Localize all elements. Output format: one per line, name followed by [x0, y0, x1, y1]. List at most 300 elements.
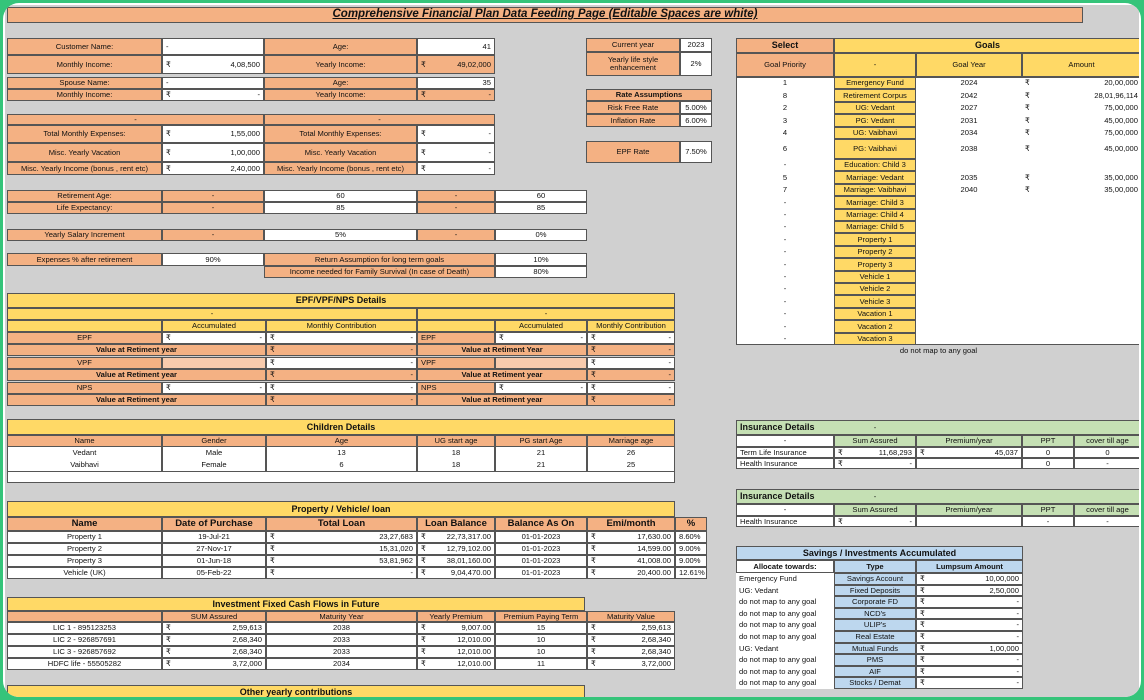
policy-maturity-value[interactable]: 2,59,613	[601, 622, 675, 634]
goal-priority-input[interactable]: -	[736, 271, 834, 283]
property-rate[interactable]: 12.61%	[675, 567, 707, 579]
goal-priority-input[interactable]: -	[736, 246, 834, 258]
epf-accumulated-cell-2	[495, 357, 587, 369]
property-total-loan[interactable]: 15,31,020	[280, 543, 417, 555]
salary-increment-input-2[interactable]: 0%	[495, 229, 587, 241]
policy-name[interactable]: LIC 1 - 895123253	[7, 622, 162, 634]
rupee-symbol: ₹	[495, 332, 509, 344]
goal-year-input[interactable]	[916, 246, 1022, 258]
policy-maturity-year[interactable]: 2033	[266, 646, 417, 658]
monthly-income-input[interactable]: 4,08,500	[178, 55, 264, 74]
savings-lumpsum-input[interactable]: -	[930, 631, 1023, 643]
property-total-loan[interactable]: 23,27,683	[280, 531, 417, 543]
goal-amount-input[interactable]: 35,00,000	[1036, 171, 1139, 183]
goal-priority-input[interactable]: -	[736, 233, 834, 245]
savings-lumpsum-input[interactable]: 2,50,000	[930, 585, 1023, 597]
lifestyle-enhancement-input[interactable]: 2%	[680, 52, 712, 76]
goal-amount-input[interactable]: 28,01,96,114	[1036, 89, 1139, 101]
savings-allocate-select[interactable]: do not map to any goal	[736, 619, 834, 631]
epf-accumulated-input-2[interactable]: -	[509, 382, 587, 394]
property-loan-balance[interactable]: 22,73,317.00	[431, 531, 495, 543]
page-title: Comprehensive Financial Plan Data Feeding Page (Editable Spaces are white)	[7, 7, 1083, 23]
goal-amount-input[interactable]: 75,00,000	[1036, 127, 1139, 139]
rupee-symbol: ₹	[587, 658, 601, 670]
property-emi[interactable]: 41,008.00	[601, 555, 675, 567]
property-emi[interactable]: 20,400.00	[601, 567, 675, 579]
children-blank-row[interactable]	[7, 471, 675, 483]
goal-amount-input[interactable]: 45,00,000	[1036, 114, 1139, 126]
goal-priority-input[interactable]: -	[736, 333, 834, 345]
property-name[interactable]: Vehicle (UK)	[7, 567, 162, 579]
epf-col-blank	[7, 320, 162, 332]
goal-name: Marriage: Vedant	[834, 171, 916, 183]
policy-paying-term[interactable]: 11	[495, 658, 587, 670]
expenses-header-1: -	[7, 114, 264, 125]
property-rate[interactable]: 9.00%	[675, 543, 707, 555]
property-loan-balance[interactable]: 12,79,102.00	[431, 543, 495, 555]
savings-type: Real Estate	[834, 631, 916, 643]
epf-monthly-input[interactable]: -	[280, 332, 417, 344]
goal-year-input[interactable]	[916, 196, 1022, 208]
policy-maturity-value[interactable]: 2,68,340	[601, 646, 675, 658]
goal-year-input[interactable]: 2027	[916, 102, 1022, 114]
policy-name[interactable]: LIC 2 - 926857691	[7, 634, 162, 646]
goal-priority-input[interactable]: 1	[736, 77, 834, 89]
savings-type: PMS	[834, 654, 916, 666]
policy-paying-term[interactable]: 15	[495, 622, 587, 634]
rupee-symbol: ₹	[417, 55, 433, 74]
rupee-symbol: ₹	[417, 89, 433, 101]
property-loan-balance[interactable]: 9,04,470.00	[431, 567, 495, 579]
goal-priority-input[interactable]: -	[736, 196, 834, 208]
current-year-input[interactable]: 2023	[680, 38, 712, 52]
risk-free-input[interactable]: 5.00%	[680, 101, 712, 114]
child-field-input[interactable]: 18	[417, 459, 495, 471]
goal-year-input[interactable]	[916, 283, 1022, 295]
misc-vacation-label-2: Misc. Yearly Vacation	[264, 143, 417, 162]
insurance-type: Health Insurance	[736, 458, 834, 469]
goal-amount-input[interactable]	[1022, 320, 1139, 332]
goal-amount-input[interactable]	[1022, 258, 1139, 270]
policy-maturity-value[interactable]: 3,72,000	[601, 658, 675, 670]
goal-year-input[interactable]	[916, 271, 1022, 283]
goal-amount-input[interactable]	[1022, 271, 1139, 283]
goal-amount-input[interactable]	[1022, 209, 1139, 221]
epf-monthly-input[interactable]: -	[280, 382, 417, 394]
policy-name[interactable]: LIC 3 - 926857692	[7, 646, 162, 658]
rupee-symbol: ₹	[1022, 102, 1036, 114]
savings-allocate-select[interactable]: do not map to any goal	[736, 666, 834, 678]
epf-value-at-retirement-label-2: Value at Retiment year	[417, 394, 587, 406]
policy-yearly-premium[interactable]: 9,007.00	[431, 622, 495, 634]
policy-yearly-premium[interactable]: 12,010.00	[431, 646, 495, 658]
property-date[interactable]: 19-Jul-21	[162, 531, 266, 543]
property-balance-as-on[interactable]: 01-01-2023	[495, 543, 587, 555]
cash-flows-column-header: SUM Assured	[162, 611, 266, 622]
spouse-yearly-income-label: Yearly Income:	[264, 89, 417, 101]
child-name-input[interactable]: Vedant	[7, 447, 162, 459]
savings-lumpsum-input[interactable]: -	[930, 619, 1023, 631]
property-loan-balance[interactable]: 38,01,160.00	[431, 555, 495, 567]
child-field-input[interactable]: 25	[587, 459, 675, 471]
savings-type: Fixed Deposits	[834, 585, 916, 597]
family-survival-label: Income needed for Family Survival (In case of Death)	[264, 266, 495, 278]
epf-col-blank	[417, 320, 495, 332]
age-label: Age:	[264, 38, 417, 55]
monthly-income-label: Monthly Income:	[7, 55, 162, 74]
goal-priority-input[interactable]: -	[736, 221, 834, 233]
spouse-age-input[interactable]: 35	[417, 77, 495, 89]
rupee-symbol: ₹	[916, 573, 930, 585]
goal-amount-input[interactable]	[1022, 333, 1139, 345]
goal-amount-input[interactable]	[1022, 159, 1139, 171]
child-field-input[interactable]: 21	[495, 459, 587, 471]
misc-vacation-input-2[interactable]: -	[433, 143, 495, 162]
rupee-symbol: ₹	[1022, 77, 1036, 89]
insurance-type: Term Life Insurance	[736, 447, 834, 458]
goal-year-input[interactable]	[916, 221, 1022, 233]
savings-lumpsum-input[interactable]: -	[930, 608, 1023, 620]
rupee-symbol: ₹	[587, 357, 601, 369]
property-column-header: Balance As On	[495, 517, 587, 531]
savings-column-header: Allocate towards:	[736, 560, 834, 573]
policy-maturity-year[interactable]: 2034	[266, 658, 417, 670]
risk-free-label: Risk Free Rate	[586, 101, 680, 114]
goal-name-header: -	[834, 53, 916, 77]
property-balance-as-on[interactable]: 01-01-2023	[495, 567, 587, 579]
policy-yearly-premium[interactable]: 12,010.00	[431, 634, 495, 646]
total-monthly-expenses-input[interactable]: 1,55,000	[178, 125, 264, 143]
rupee-symbol: ₹	[587, 344, 601, 356]
policy-sum-assured[interactable]: 2,68,340	[176, 646, 266, 658]
policy-yearly-premium[interactable]: 12,010.00	[431, 658, 495, 670]
goal-amount-input[interactable]	[1022, 196, 1139, 208]
property-total-loan[interactable]: -	[280, 567, 417, 579]
rupee-symbol: ₹	[162, 143, 178, 162]
savings-allocate-select[interactable]: do not map to any goal	[736, 608, 834, 620]
spouse-name-input[interactable]: -	[162, 77, 264, 89]
savings-column-header: Lumpsum Amount	[916, 560, 1023, 573]
rupee-symbol: ₹	[587, 543, 601, 555]
children-column-header: UG start age	[417, 435, 495, 447]
salary-increment-label: Yearly Salary Increment	[7, 229, 162, 241]
cash-flows-column-header: Maturity Value	[587, 611, 675, 622]
cash-flows-header-blank	[7, 611, 162, 622]
life-expectancy-input-2[interactable]: 85	[495, 202, 587, 214]
goal-year-input[interactable]: 2035	[916, 171, 1022, 183]
epf-accumulated-cell	[162, 357, 266, 369]
life-expectancy-input[interactable]: 85	[264, 202, 417, 214]
rupee-symbol: ₹	[266, 567, 280, 579]
epf-accumulated-input[interactable]: -	[176, 332, 266, 344]
policy-maturity-year[interactable]: 2038	[266, 622, 417, 634]
inflation-input[interactable]: 6.00%	[680, 114, 712, 127]
property-balance-as-on[interactable]: 01-01-2023	[495, 531, 587, 543]
rupee-symbol: ₹	[266, 394, 280, 406]
property-rate[interactable]: 9.00%	[675, 555, 707, 567]
policy-name[interactable]: HDFC life - 55505282	[7, 658, 162, 670]
epf-value-at-retirement-label: Value at Retiment year	[7, 394, 266, 406]
insurance-premium-input[interactable]: 45,037	[930, 447, 1022, 458]
rupee-symbol: ₹	[1022, 127, 1036, 139]
goal-year-input[interactable]: 2034	[916, 127, 1022, 139]
insurance-sum-assured-input[interactable]: -	[848, 458, 916, 469]
spouse-yearly-income-value: -	[433, 89, 495, 101]
customer-name-input[interactable]: -	[162, 38, 264, 55]
retirement-age-input[interactable]: 60	[264, 190, 417, 202]
property-total-loan[interactable]: 53,81,962	[280, 555, 417, 567]
goals-header: Goals	[834, 38, 1139, 53]
goal-name: PG: Vedant	[834, 114, 916, 126]
goal-amount-input[interactable]	[1022, 295, 1139, 307]
rupee-symbol: ₹	[916, 666, 930, 678]
goal-year-input[interactable]	[916, 209, 1022, 221]
child-field-input[interactable]: Male	[162, 447, 266, 459]
policy-sum-assured[interactable]: 3,72,000	[176, 658, 266, 670]
rupee-symbol: ₹	[1022, 139, 1036, 159]
goal-amount-input[interactable]	[1022, 283, 1139, 295]
goal-name: Marriage: Child 5	[834, 221, 916, 233]
goal-amount-input[interactable]	[1022, 246, 1139, 258]
rupee-symbol: ₹	[1022, 89, 1036, 101]
epf-row-label: VPF	[7, 357, 162, 369]
epf-value-at-retirement-label: Value at Retiment year	[7, 344, 266, 356]
rupee-symbol: ₹	[495, 382, 509, 394]
savings-lumpsum-input[interactable]: -	[930, 666, 1023, 678]
goal-year-input[interactable]	[916, 233, 1022, 245]
misc-vacation-input[interactable]: 1,00,000	[178, 143, 264, 162]
goal-amount-input[interactable]	[1022, 221, 1139, 233]
rupee-symbol: ₹	[266, 357, 280, 369]
yearly-income-value: 49,02,000	[433, 55, 495, 74]
child-field-input[interactable]: Female	[162, 459, 266, 471]
epf-rate-input[interactable]: 7.50%	[680, 141, 712, 163]
rupee-symbol: ₹	[417, 143, 433, 162]
goal-year-input[interactable]	[916, 308, 1022, 320]
property-column-header: Name	[7, 517, 162, 531]
rupee-symbol: ₹	[1022, 184, 1036, 196]
goal-amount-input[interactable]	[1022, 233, 1139, 245]
epf-monthly-input-2[interactable]: -	[601, 357, 675, 369]
goal-year-input[interactable]	[916, 159, 1022, 171]
goal-name: UG: Vedant	[834, 102, 916, 114]
property-emi[interactable]: 17,630.00	[601, 531, 675, 543]
retirement-age-label: Retirement Age:	[7, 190, 162, 202]
rupee-symbol: ₹	[1022, 171, 1036, 183]
goal-name: Property 2	[834, 246, 916, 258]
goal-year-input[interactable]: 2040	[916, 184, 1022, 196]
spreadsheet	[5, 5, 1139, 697]
savings-allocate-select[interactable]: do not map to any goal	[736, 654, 834, 666]
rupee-symbol: ₹	[587, 567, 601, 579]
goal-priority-input[interactable]: -	[736, 209, 834, 221]
insurance-sum-assured-input[interactable]: 11,68,293	[848, 447, 916, 458]
insurance-ppt-input[interactable]: 0	[1022, 458, 1074, 469]
epf-row-label: NPS	[7, 382, 162, 394]
epf-accumulated-input[interactable]: -	[176, 382, 266, 394]
goal-name: Marriage: Child 3	[834, 196, 916, 208]
property-balance-as-on[interactable]: 01-01-2023	[495, 555, 587, 567]
property-name[interactable]: Property 2	[7, 543, 162, 555]
goal-year-input[interactable]	[916, 258, 1022, 270]
epf-subheader: -	[417, 308, 675, 320]
savings-lumpsum-input[interactable]: -	[930, 596, 1023, 608]
property-rate[interactable]: 8.60%	[675, 531, 707, 543]
goal-priority-input[interactable]: -	[736, 159, 834, 171]
property-date[interactable]: 01-Jun-18	[162, 555, 266, 567]
rupee-symbol: ₹	[587, 332, 601, 344]
goal-priority-input[interactable]: 8	[736, 89, 834, 101]
child-field-input[interactable]: 18	[417, 447, 495, 459]
rupee-symbol: ₹	[162, 646, 176, 658]
rupee-symbol: ₹	[266, 382, 280, 394]
policy-sum-assured[interactable]: 2,68,340	[176, 634, 266, 646]
policy-sum-assured[interactable]: 2,59,613	[176, 622, 266, 634]
spouse-monthly-income-label: Monthly Income:	[7, 89, 162, 101]
rupee-symbol: ₹	[587, 394, 601, 406]
insurance-cover-age-input[interactable]: 0	[1074, 447, 1139, 458]
goal-priority-input[interactable]: 5	[736, 171, 834, 183]
savings-allocate-select[interactable]: do not map to any goal	[736, 677, 834, 689]
goal-priority-input[interactable]: 7	[736, 184, 834, 196]
goal-year-input[interactable]	[916, 295, 1022, 307]
expenses-after-retirement-label: Expenses % after retirement	[7, 253, 162, 266]
child-field-input[interactable]: 13	[266, 447, 417, 459]
goal-year-input[interactable]: 2024	[916, 77, 1022, 89]
children-section-header: Children Details	[7, 419, 675, 435]
epf-monthly-input-2[interactable]: -	[601, 332, 675, 344]
goal-amount-input[interactable]: 20,00,000	[1036, 77, 1139, 89]
property-name[interactable]: Property 3	[7, 555, 162, 567]
insurance-sum-assured-input[interactable]: -	[848, 516, 916, 527]
children-column-header: PG start Age	[495, 435, 587, 447]
rupee-symbol: ₹	[1022, 114, 1036, 126]
insurance-column-header: Premium/year	[916, 435, 1022, 447]
misc-income-input-2[interactable]: -	[433, 162, 495, 175]
insurance-column-header: cover till age	[1074, 504, 1139, 516]
property-date[interactable]: 27-Nov-17	[162, 543, 266, 555]
insurance-header-dash: -	[873, 491, 877, 501]
child-field-input[interactable]: 6	[266, 459, 417, 471]
policy-paying-term[interactable]: 10	[495, 634, 587, 646]
epf-accumulated-header-2: Accumulated	[495, 320, 587, 332]
policy-paying-term[interactable]: 10	[495, 646, 587, 658]
goal-amount-input[interactable]: 45,00,000	[1036, 139, 1139, 159]
expenses-after-retirement-input[interactable]: 90%	[162, 253, 264, 266]
rupee-symbol: ₹	[162, 55, 178, 74]
goal-priority-input[interactable]: 4	[736, 127, 834, 139]
insurance-section-header: Insurance Details	[736, 420, 1139, 435]
savings-allocate-select[interactable]: do not map to any goal	[736, 596, 834, 608]
child-field-input[interactable]: 21	[495, 447, 587, 459]
salary-increment-input[interactable]: 5%	[264, 229, 417, 241]
child-field-input[interactable]: 26	[587, 447, 675, 459]
property-column-header: Loan Balance	[417, 517, 495, 531]
policy-maturity-value[interactable]: 2,68,340	[601, 634, 675, 646]
goal-amount-input[interactable]	[1022, 308, 1139, 320]
rupee-symbol: ₹	[916, 608, 930, 620]
insurance-ppt-input[interactable]: 0	[1022, 447, 1074, 458]
goal-amount-input[interactable]: 75,00,000	[1036, 102, 1139, 114]
property-emi[interactable]: 14,599.00	[601, 543, 675, 555]
cash-flows-section-header: Investment Fixed Cash Flows in Future	[7, 597, 585, 611]
goal-priority-input[interactable]: -	[736, 295, 834, 307]
spouse-monthly-income-input[interactable]: -	[178, 89, 264, 101]
goal-amount-input[interactable]: 35,00,000	[1036, 184, 1139, 196]
age-input[interactable]: 41	[417, 38, 495, 55]
goal-year-input[interactable]	[916, 333, 1022, 345]
savings-allocate-select[interactable]: UG: Vedant	[736, 585, 834, 597]
savings-lumpsum-input[interactable]: -	[930, 677, 1023, 689]
insurance-premium-input[interactable]	[916, 516, 1022, 527]
goal-year-input[interactable]	[916, 320, 1022, 332]
epf-monthly-input[interactable]: -	[280, 357, 417, 369]
property-date[interactable]: 05-Feb-22	[162, 567, 266, 579]
rupee-symbol: ₹	[587, 646, 601, 658]
goal-priority-input[interactable]: 6	[736, 139, 834, 159]
rupee-symbol: ₹	[916, 654, 930, 666]
goal-priority-input[interactable]: -	[736, 283, 834, 295]
rupee-symbol: ₹	[417, 125, 433, 143]
retirement-age-dash-2: -	[417, 190, 495, 202]
total-monthly-expenses-input-2[interactable]: -	[433, 125, 495, 143]
yearly-income-label: Yearly Income:	[264, 55, 417, 74]
child-name-input[interactable]: Vaibhavi	[7, 459, 162, 471]
savings-lumpsum-input[interactable]: -	[930, 654, 1023, 666]
salary-increment-dash-2: -	[417, 229, 495, 241]
rupee-symbol: ₹	[834, 447, 848, 458]
savings-allocate-select[interactable]: Emergency Fund	[736, 573, 834, 585]
savings-lumpsum-input[interactable]: 10,00,000	[930, 573, 1023, 585]
rupee-symbol: ₹	[162, 658, 176, 670]
epf-accumulated-input-2[interactable]: -	[509, 332, 587, 344]
insurance-col-blank: -	[736, 435, 834, 447]
property-name[interactable]: Property 1	[7, 531, 162, 543]
goal-priority-input[interactable]: -	[736, 320, 834, 332]
rupee-symbol: ₹	[587, 634, 601, 646]
goal-year-input[interactable]: 2042	[916, 89, 1022, 101]
goal-priority-input[interactable]: -	[736, 258, 834, 270]
insurance-ppt-input[interactable]: -	[1022, 516, 1074, 527]
rupee-symbol: ₹	[162, 89, 178, 101]
current-year-label: Current year	[586, 38, 680, 52]
goal-priority-input[interactable]: 2	[736, 102, 834, 114]
goal-year-input[interactable]: 2038	[916, 139, 1022, 159]
misc-income-input[interactable]: 2,40,000	[178, 162, 264, 175]
savings-allocate-select[interactable]: do not map to any goal	[736, 631, 834, 643]
insurance-cover-age-input[interactable]: -	[1074, 458, 1139, 469]
return-assumption-label: Return Assumption for long term goals	[264, 253, 495, 266]
insurance-premium-input[interactable]	[916, 458, 1022, 469]
savings-allocate-select[interactable]: UG: Vedant	[736, 643, 834, 655]
savings-type: Stocks / Demat	[834, 677, 916, 689]
goals-footer-text: do not map to any goal	[899, 346, 978, 356]
savings-lumpsum-input[interactable]: 1,00,000	[930, 643, 1023, 655]
insurance-cover-age-input[interactable]: -	[1074, 516, 1139, 527]
policy-maturity-year[interactable]: 2033	[266, 634, 417, 646]
epf-monthly-input-2[interactable]: -	[601, 382, 675, 394]
return-assumption-input[interactable]: 10%	[495, 253, 587, 266]
family-survival-input[interactable]: 80%	[495, 266, 587, 278]
goal-year-input[interactable]: 2031	[916, 114, 1022, 126]
rupee-symbol: ₹	[587, 622, 601, 634]
goal-priority-input[interactable]: -	[736, 308, 834, 320]
goal-priority-input[interactable]: 3	[736, 114, 834, 126]
retirement-age-input-2[interactable]: 60	[495, 190, 587, 202]
insurance-column-header: PPT	[1022, 435, 1074, 447]
insurance-column-header: Sum Assured	[834, 435, 916, 447]
other-contributions-header: Other yearly contributions	[7, 685, 585, 697]
